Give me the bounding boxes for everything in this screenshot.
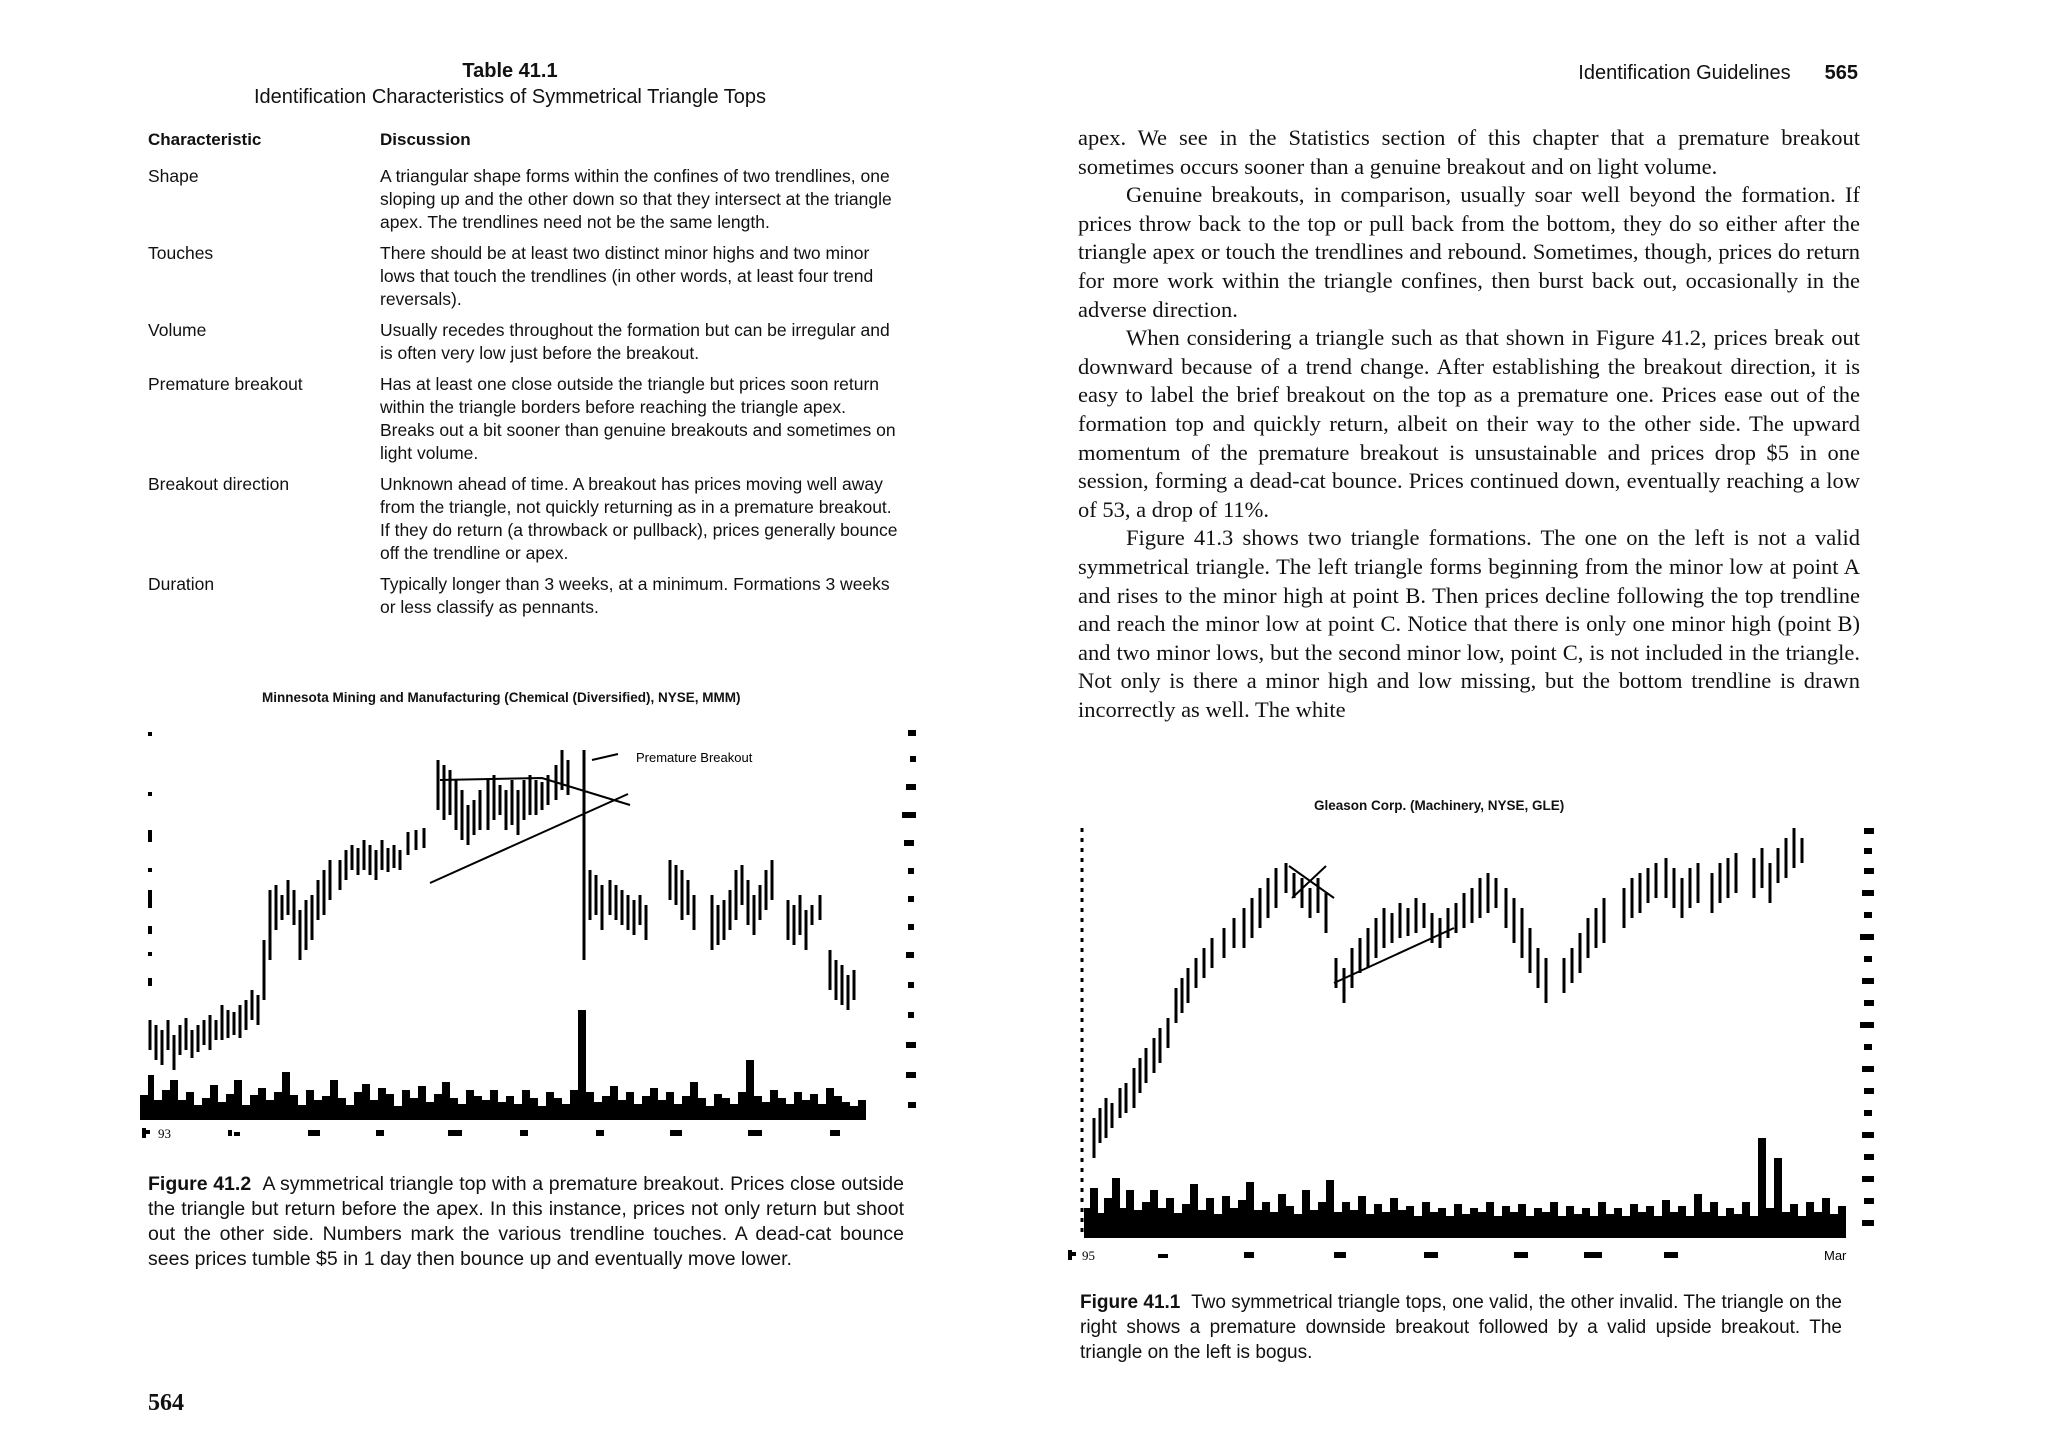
caption-label: Figure 41.2 <box>148 1173 252 1195</box>
running-head <box>1578 62 1858 85</box>
table-row <box>148 165 918 234</box>
x-axis-start-label: 95 <box>1082 1248 1095 1263</box>
x-axis-end-label: Mar <box>1824 1248 1847 1263</box>
mmm-chart-title: Minnesota Mining and Manufacturing (Chemical (Diversified), NYSE, MMM) <box>262 690 741 705</box>
row-discussion: A triangular shape forms within the confines of two trendlines, one sloping up and the other down so that they intersect at the triangle apex. The trendlines need not be the same length. <box>380 166 892 232</box>
volume-bars <box>1084 1138 1846 1238</box>
caption-text: Two symmetrical triangle tops, one valid, the other invalid. The triangle on the right shows a premature downside breakout followed by a valid upside breakout. The triangle on the left is bogus. <box>1080 1292 1843 1363</box>
mmm-price-chart <box>140 720 930 1140</box>
left-axis-ticks <box>148 732 152 986</box>
figure-41-1-caption <box>1080 1290 1842 1365</box>
figure-41-2-caption <box>148 1172 904 1272</box>
table-title <box>150 58 870 110</box>
page-number: 564 <box>148 1390 184 1416</box>
row-discussion: Typically longer than 3 weeks, at a minimum. Formations 3 weeks or less classify as pennants. <box>380 574 890 617</box>
x-axis-start-label: 93 <box>158 1126 171 1140</box>
gle-chart-title: Gleason Corp. (Machinery, NYSE, GLE) <box>1314 798 1565 813</box>
right-axis-ticks <box>1860 828 1874 1226</box>
characteristics-table <box>148 128 918 627</box>
premature-breakout-annotation: Premature Breakout <box>636 750 753 765</box>
row-characteristic: Premature breakout <box>148 374 303 394</box>
row-characteristic: Volume <box>148 320 207 340</box>
paragraph: When considering a triangle such as that shown in Figure 41.2, prices break out downward because of a trend change. After establishing the breakout direction, it is easy to label the brief breakout on the top as a premature one. Prices ease out of the formation top and quickly return, albeit on their way to the other side. The upward momentum of the premature breakout is unsustainable and prices drop $5 in one session, forming a dead-cat bounce. Prices continued down, eventually reaching a low of 53, a drop of 11%. <box>1078 325 1860 522</box>
caption-label: Figure 41.1 <box>1080 1292 1181 1313</box>
header-discussion: Discussion <box>380 130 471 149</box>
x-axis-ticks <box>142 1128 840 1138</box>
page-number: 565 <box>1824 62 1858 84</box>
table-row <box>148 473 918 565</box>
table-row <box>148 319 918 365</box>
table-row <box>148 242 918 311</box>
right-axis-ticks <box>902 730 916 1108</box>
row-discussion: Unknown ahead of time. A breakout has prices moving well away from the triangle, not quickly returning as in a premature breakout. If they do return (a throwback or pullback), prices generally bounce off the trendline or apex. <box>380 474 898 563</box>
triangle-trendlines <box>1289 866 1454 983</box>
table-caption: Identification Characteristics of Symmetrical Triangle Tops <box>253 86 767 108</box>
triangle-trendlines <box>430 754 630 883</box>
row-characteristic: Duration <box>148 574 215 594</box>
row-discussion: Usually recedes throughout the formation but can be irregular and is often very low just before the breakout. <box>380 320 890 363</box>
annotation-leader <box>592 754 618 760</box>
table-row <box>148 373 918 465</box>
paragraph: apex. We see in the Statistics section of this chapter that a premature breakout sometimes occurs sooner than a genuine breakout and on light volume. <box>1078 125 1860 179</box>
x-axis-ticks <box>1068 1250 1678 1260</box>
table-number: Table 41.1 <box>462 60 558 82</box>
right-page <box>1024 0 2048 1447</box>
row-discussion: Has at least one close outside the triangle but prices soon return within the triangle borders before reaching the triangle apex. Breaks out a bit sooner than genuine breakouts and sometimes on light volume. <box>380 374 896 463</box>
row-discussion: There should be at least two distinct minor highs and two minor lows that touch the trendlines (in other words, at least four trend reversals). <box>380 243 874 309</box>
table-header <box>148 128 918 151</box>
price-bars <box>150 750 854 1070</box>
gle-price-chart <box>1064 818 1884 1278</box>
row-characteristic: Breakout direction <box>148 474 290 494</box>
volume-bars <box>140 1010 866 1120</box>
table-row <box>148 573 918 619</box>
header-characteristic: Characteristic <box>148 130 262 149</box>
price-bars <box>1094 828 1802 1158</box>
paragraph: Genuine breakouts, in comparison, usually soar well beyond the formation. If prices throw back to the top or pull back from the bottom, they do so either after the triangle apex or touch the trendlines and rebound. Sometimes, though, prices do return for more work within the triangle confines, then burst back out, occasionally in the adverse direction. <box>1078 182 1860 322</box>
row-characteristic: Touches <box>148 243 214 263</box>
row-characteristic: Shape <box>148 166 199 186</box>
caption-text: A symmetrical triangle top with a premature breakout. Prices close outside the triangle but return before the apex. In this instance, prices not only return but shoot out the other side. Numbers mark the various trendline touches. A dead-cat bounce sees prices tumble $5 in 1 day then bounce up and eventually move lower. <box>148 1173 904 1270</box>
running-head-title: Identification Guidelines <box>1578 62 1791 84</box>
body-text <box>1078 124 1860 724</box>
paragraph: Figure 41.3 shows two triangle formations. The one on the left is not a valid symmetrical triangle. The left triangle forms beginning from the minor low at point A and rises to the minor high at point B. Then prices decline following the top trendline and reach the minor low at point C. Notice that there is only one minor high (point B) and two minor lows, but the second minor low, point C, is not included in the triangle. Not only is there a minor high and low missing, but the bottom trendline is drawn incorrectly as well. The white <box>1078 525 1860 722</box>
